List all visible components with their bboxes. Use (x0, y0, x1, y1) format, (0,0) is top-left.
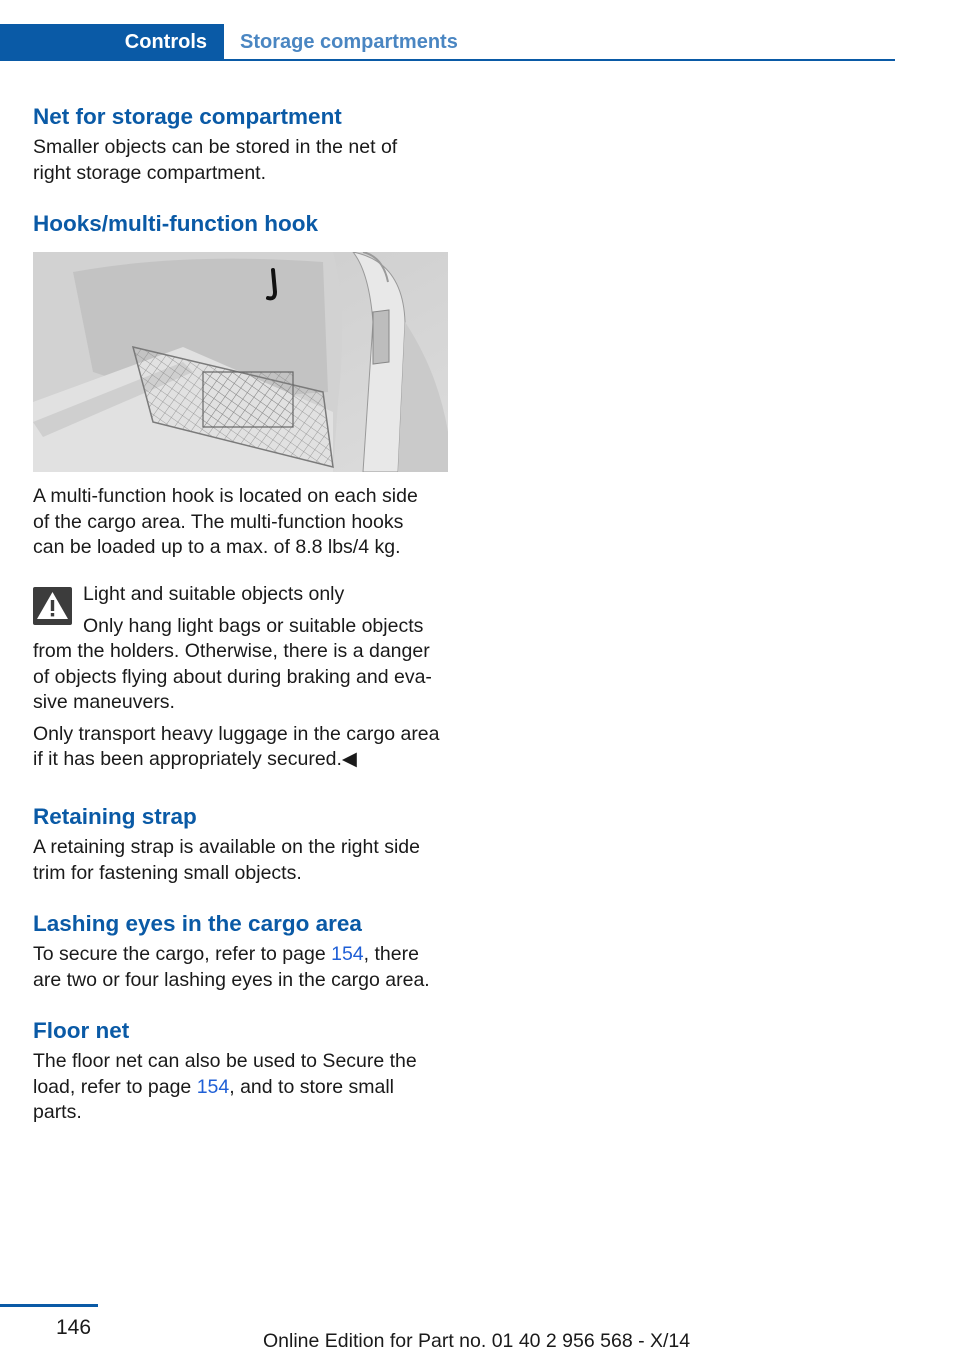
section-heading-floor-net: Floor net (33, 1018, 130, 1043)
footer-rule (0, 1304, 98, 1307)
section-hooks (33, 484, 451, 561)
section-heading-lashing: Lashing eyes in the cargo area (33, 911, 362, 936)
warning-block (33, 582, 451, 773)
section-hooks-heading (33, 210, 451, 238)
header-rule (224, 59, 895, 61)
paragraph-net: Smaller objects can be stored in the net of right storage compartment. (33, 136, 398, 184)
section-floor-net (33, 1017, 451, 1126)
section-heading-net: Net for storage compartment (33, 104, 342, 129)
header-section-tab: Controls (0, 24, 224, 61)
paragraph-strap: A retaining strap is available on the right side trim for fastening small objects. (33, 836, 420, 884)
page-header (0, 24, 895, 62)
page-number: 146 (56, 1316, 92, 1339)
footer-edition: Online Edition for Part no. 01 40 2 956 568 - X/14 (263, 1330, 691, 1352)
page-link-154-floor[interactable]: 154 (196, 1075, 230, 1098)
warning-text: Only hang light bags or suitable objects from the holders. Otherwise, there is a danger of objects flying about during braking and eva‐ sive maneuvers. (33, 614, 432, 713)
section-lashing (33, 910, 451, 993)
warning-extra-text: Only transport heavy luggage in the cargo area if it has been appropriately secured.◀ (33, 722, 440, 770)
page-link-154[interactable]: 154 (331, 943, 364, 965)
paragraph-hooks: A multi-function hook is located on each side of the cargo area. The multi-function hooks can be loaded up to a max. of 8.8 lbs/4 kg. (33, 485, 418, 558)
section-strap (33, 803, 451, 886)
paragraph-floor-net: The floor net can also be used to Secure the load, refer to page 154, and to store small parts. (33, 1050, 417, 1123)
cargo-area-hooks-illustration (33, 252, 448, 472)
section-heading-strap: Retaining strap (33, 804, 197, 829)
warning-title: Light and suitable objects only (83, 583, 345, 605)
paragraph-lashing: To secure the cargo, refer to page 154, there are two or four lashing eyes in the cargo area. (33, 943, 430, 991)
section-net (33, 103, 451, 186)
header-subsection-tab: Storage compartments (240, 31, 458, 53)
section-heading-hooks: Hooks/multi-function hook (33, 211, 318, 236)
